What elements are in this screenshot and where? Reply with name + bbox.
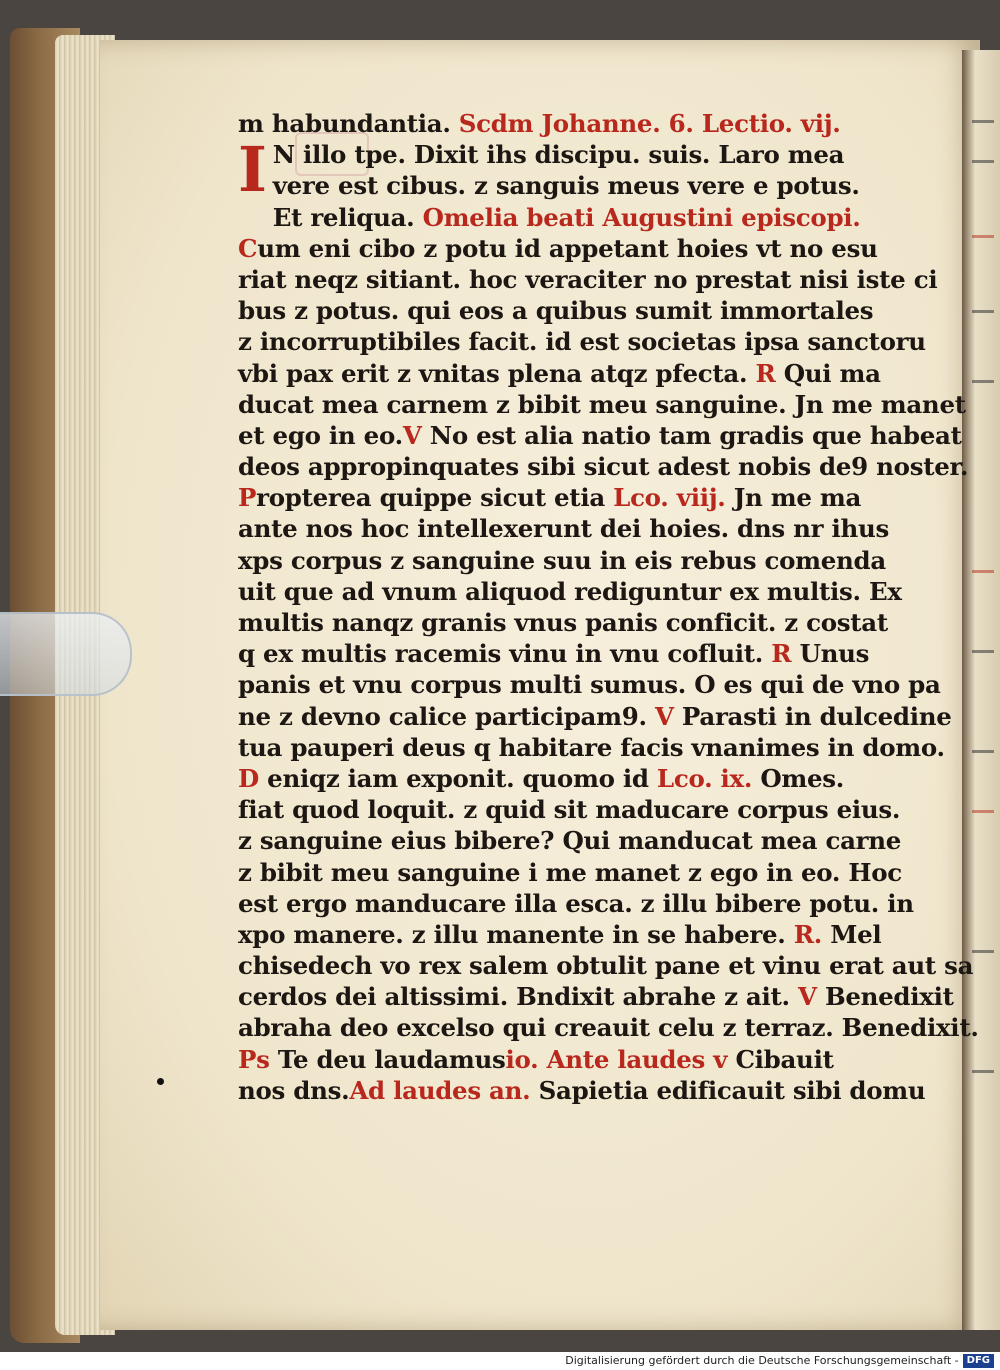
rubric-text: Scdm Johanne. 6. Lectio. vij. bbox=[450, 109, 841, 138]
body-text: vere est cibus. z sanguis meus vere e potus. bbox=[272, 171, 860, 201]
text-line bbox=[238, 264, 938, 295]
body-text: z bibit meu sanguine i me manet z ego in eo. Hoc bbox=[238, 857, 902, 887]
text-line bbox=[238, 1044, 878, 1075]
rubric-text: C bbox=[238, 233, 258, 263]
body-text: ropterea quippe sicut etia bbox=[256, 483, 614, 513]
body-text: No est alia natio tam gradis que habeat bbox=[429, 420, 962, 450]
body-text: Sapietia edificauit sibi domu bbox=[530, 1075, 926, 1105]
text-line bbox=[238, 170, 878, 201]
body-text: abraha deo excelso qui creauit celu z terraz. Benedixit. bbox=[238, 1013, 979, 1043]
rubric-text: V bbox=[402, 420, 430, 450]
text-line bbox=[238, 202, 878, 233]
text-line bbox=[238, 482, 878, 513]
body-text: multis nanqz granis vnus panis conficit. z costat bbox=[238, 608, 888, 637]
body-text: deos appropinquates sibi sicut adest nobis de9 noster. bbox=[238, 452, 969, 482]
body-text: Parasti in dulcedine bbox=[681, 701, 952, 731]
book-clip bbox=[0, 612, 132, 696]
body-text: um eni cibo z potu id appetant hoies vt no esu bbox=[257, 233, 878, 263]
text-line bbox=[238, 545, 886, 576]
initial-letter: I bbox=[238, 133, 267, 207]
text-line bbox=[238, 1075, 926, 1106]
text-line bbox=[238, 888, 914, 919]
facing-page-edge bbox=[962, 50, 1000, 1330]
ink-dot bbox=[157, 1078, 164, 1085]
footer-credit: Digitalisierung gefördert durch die Deutsche Forschungsgemeinschaft - bbox=[565, 1354, 959, 1367]
body-text: riat neqz sitiant. hoc veraciter no prestat nisi iste ci bbox=[238, 264, 938, 294]
body-text: Jn me ma bbox=[725, 483, 862, 513]
rubric-text: D bbox=[238, 763, 259, 793]
body-text: Qui ma bbox=[783, 358, 881, 388]
text-line bbox=[238, 857, 902, 888]
body-text: nos dns. bbox=[238, 1075, 350, 1105]
text-line bbox=[238, 919, 882, 950]
body-text: fiat quod loquit. z quid sit maducare corpus eius. bbox=[238, 795, 901, 825]
incunable-text-block bbox=[238, 108, 979, 1106]
rubric-text: Lco. ix. bbox=[656, 763, 753, 793]
text-line bbox=[238, 794, 901, 825]
rubric-text: R. bbox=[785, 919, 831, 949]
body-text: vbi pax erit z vnitas plena atqz pfecta. bbox=[238, 358, 748, 388]
body-text: cerdos dei altissimi. Bndixit abrahe z ait. bbox=[238, 982, 790, 1012]
text-line bbox=[238, 732, 945, 763]
rubric-text: P bbox=[238, 483, 257, 513]
text-line bbox=[238, 638, 878, 669]
text-line bbox=[238, 825, 902, 856]
body-text: Cibauit bbox=[727, 1044, 834, 1074]
text-line bbox=[238, 701, 952, 732]
body-text: q ex multis racemis vinu in vnu cofluit. bbox=[238, 639, 764, 669]
body-text: est ergo manducare illa esca. z illu bibere potu. in bbox=[238, 888, 914, 918]
text-line bbox=[238, 295, 878, 326]
rubric-text: R bbox=[763, 639, 800, 669]
body-text: N illo tpe. Dixit ihs discipu. suis. Laro mea bbox=[272, 140, 845, 170]
body-text: et ego in eo. bbox=[238, 420, 403, 450]
body-text: xpo manere. z illu manente in se habere. bbox=[238, 919, 786, 949]
body-text: ante nos hoc intellexerunt dei hoies. dns nr ihus bbox=[238, 514, 889, 544]
body-text: Omes. bbox=[752, 763, 844, 793]
body-text: ducat mea carnem z bibit meu sanguine. Jn me manet bbox=[238, 389, 966, 419]
body-text: chisedech vo rex salem obtulit pane et vinu erat aut sa bbox=[238, 951, 974, 981]
rubric-text: V bbox=[646, 701, 682, 731]
dfg-logo: DFG bbox=[963, 1354, 994, 1368]
text-line bbox=[238, 420, 962, 451]
rubric-text: Ad laudes an. bbox=[349, 1075, 531, 1105]
rubric-text: R bbox=[747, 358, 784, 388]
rubric-text: Lco. viij. bbox=[613, 483, 726, 513]
rubric-text: Omelia beati Augustini episcopi. bbox=[414, 202, 861, 232]
body-text: Et reliqua. bbox=[272, 202, 415, 232]
text-line bbox=[238, 358, 881, 389]
text-line bbox=[238, 389, 966, 420]
body-text: ne z devno calice participam9. bbox=[238, 701, 647, 731]
text-line bbox=[238, 451, 969, 482]
text-line bbox=[238, 513, 889, 544]
body-text: Mel bbox=[830, 919, 882, 949]
rubric-text: io. Ante laudes v bbox=[505, 1044, 728, 1074]
text-line bbox=[238, 233, 878, 264]
text-line bbox=[238, 763, 878, 794]
text-line bbox=[238, 1012, 979, 1043]
body-text: Benedixit bbox=[824, 982, 954, 1012]
body-text: bus z potus. qui eos a quibus sumit immortales bbox=[238, 296, 874, 326]
body-text: xps corpus z sanguine suu in eis rebus comenda bbox=[238, 545, 886, 575]
text-line bbox=[238, 576, 902, 607]
body-text: uit que ad vnum aliquod rediguntur ex multis. Ex bbox=[238, 576, 902, 606]
text-line bbox=[238, 950, 974, 981]
body-text: eniqz iam exponit. quomo id bbox=[258, 763, 657, 793]
body-text: z sanguine eius bibere? Qui manducat mea carne bbox=[238, 826, 902, 856]
body-text: m habundantia. bbox=[238, 109, 451, 138]
body-text: z incorruptibiles facit. id est societas ipsa sanctoru bbox=[238, 327, 926, 357]
rubric-text: Ps bbox=[238, 1044, 278, 1074]
text-line bbox=[238, 326, 926, 357]
text-line bbox=[238, 981, 954, 1012]
text-line bbox=[238, 607, 888, 638]
rubric-text: V bbox=[789, 982, 825, 1012]
text-line bbox=[238, 669, 941, 700]
text-line bbox=[238, 108, 878, 139]
body-text: Te deu laudamus bbox=[277, 1044, 506, 1074]
body-text: panis et vnu corpus multi sumus. O es qui de vno pa bbox=[238, 670, 941, 700]
digitization-footer bbox=[0, 1352, 1000, 1370]
body-text: tua pauperi deus q habitare facis vnanimes in domo. bbox=[238, 732, 945, 762]
body-text: Unus bbox=[799, 639, 870, 669]
